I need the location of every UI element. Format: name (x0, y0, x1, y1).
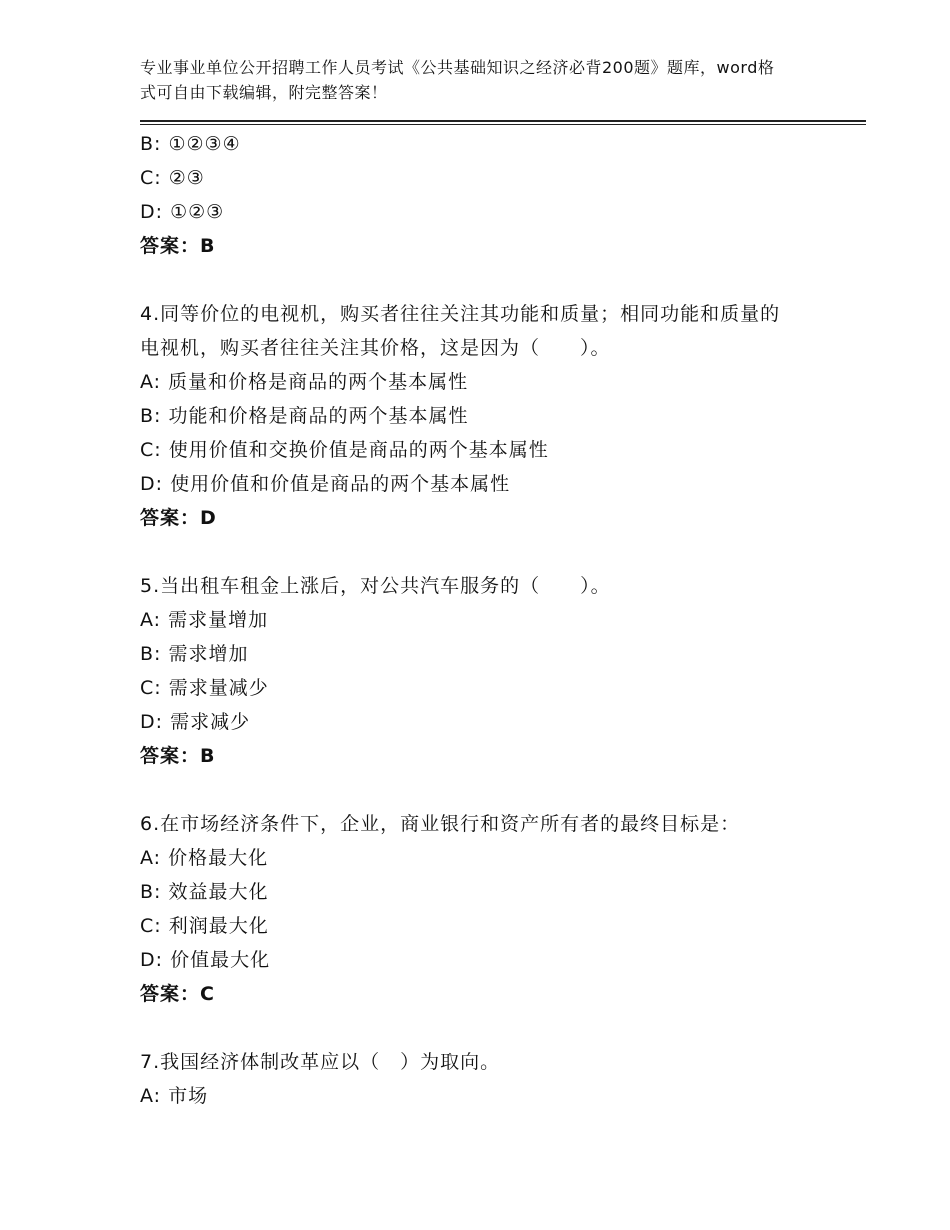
question-block-6 (140, 807, 800, 1011)
option-c: C: 利润最大化 (140, 915, 269, 937)
document-body (140, 127, 800, 1113)
option-d: D: 价值最大化 (140, 949, 271, 971)
question-text: 4.同等价位的电视机，购买者往往关注其功能和质量；相同功能和质量的电视机，购买者往往关注其价格，这是因为（ ）。 (140, 303, 781, 359)
option-d: D: 使用价值和价值是商品的两个基本属性 (140, 473, 511, 495)
option-a: A: 质量和价格是商品的两个基本属性 (140, 371, 469, 393)
question-block-4 (140, 297, 800, 535)
header-title: 专业事业单位公开招聘工作人员考试《公共基础知识之经济必背200题》题库，word格式可自由下载编辑，附完整答案！ (140, 58, 775, 102)
option-a: A: 价格最大化 (140, 847, 269, 869)
option-b: B: 效益最大化 (140, 881, 269, 903)
option-a: A: 需求量增加 (140, 609, 269, 631)
option-a: A: 市场 (140, 1085, 209, 1107)
option-b: B: 需求增加 (140, 643, 249, 665)
header-divider-thick (140, 120, 866, 122)
option-d: D: 需求减少 (140, 711, 251, 733)
option-b: B: 功能和价格是商品的两个基本属性 (140, 405, 469, 427)
option-c: C: ②③ (140, 167, 205, 189)
question-text: 7.我国经济体制改革应以（ ）为取向。 (140, 1051, 501, 1073)
document-header (140, 55, 780, 105)
option-c: C: 使用价值和交换价值是商品的两个基本属性 (140, 439, 549, 461)
question-block-5 (140, 569, 800, 773)
answer-label: 答案：C (140, 983, 215, 1005)
answer-label: 答案：B (140, 235, 216, 257)
question-text: 5.当出租车租金上涨后，对公共汽车服务的（ ）。 (140, 575, 611, 597)
question-block-3 (140, 127, 800, 263)
question-text: 6.在市场经济条件下，企业，商业银行和资产所有者的最终目标是： (140, 813, 741, 835)
header-divider-thin (140, 124, 866, 125)
option-b: B: ①②③④ (140, 133, 241, 155)
answer-label: 答案：B (140, 745, 216, 767)
option-c: C: 需求量减少 (140, 677, 269, 699)
option-d: D: ①②③ (140, 201, 225, 223)
answer-label: 答案：D (140, 507, 217, 529)
question-block-7 (140, 1045, 800, 1113)
